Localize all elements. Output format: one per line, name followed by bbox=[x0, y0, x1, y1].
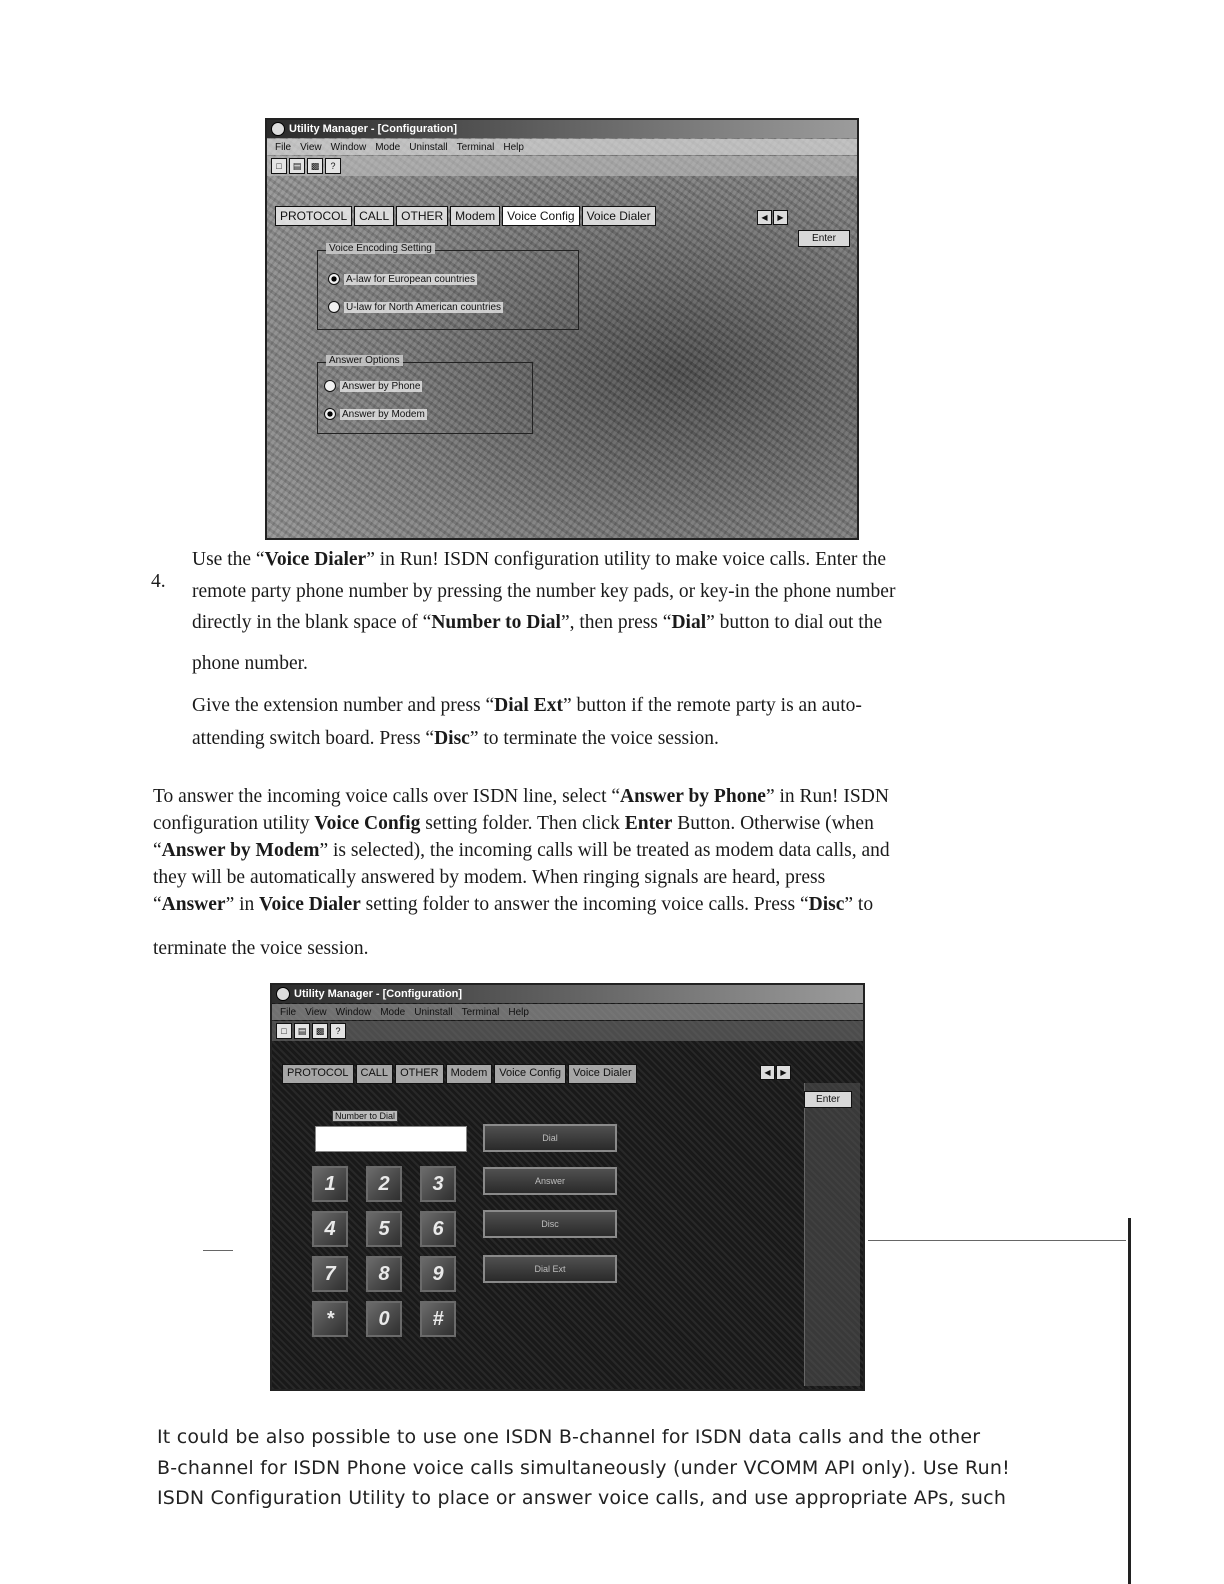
app-icon bbox=[271, 122, 285, 136]
menu-help[interactable]: Help bbox=[508, 1006, 529, 1018]
alaw-radio[interactable] bbox=[328, 273, 340, 285]
answer-by-modem-option[interactable] bbox=[324, 408, 427, 420]
menu-window[interactable]: Window bbox=[330, 141, 367, 153]
answer-by-modem-radio[interactable] bbox=[324, 408, 336, 420]
key-hash[interactable]: # bbox=[420, 1301, 456, 1337]
app-icon bbox=[276, 987, 290, 1001]
menu-help[interactable]: Help bbox=[503, 141, 524, 153]
tab-strip bbox=[282, 1064, 637, 1084]
key-1[interactable]: 1 bbox=[312, 1166, 348, 1202]
window-title: Utility Manager - [Configuration] bbox=[294, 988, 463, 1000]
tab-voice-dialer[interactable]: Voice Dialer bbox=[582, 206, 656, 226]
alaw-label: A-law for European countries bbox=[346, 273, 475, 285]
toolbar bbox=[267, 156, 857, 176]
item4-line4: phone number. bbox=[192, 653, 308, 674]
menu-bar bbox=[272, 1004, 863, 1020]
enter-button[interactable]: Enter bbox=[798, 230, 850, 247]
key-9[interactable]: 9 bbox=[420, 1256, 456, 1292]
answer-options-group bbox=[317, 355, 533, 434]
item4-line2: remote party phone number by pressing the number key pads, or key-in the phone number bbox=[192, 581, 896, 602]
answer-by-phone-label: Answer by Phone bbox=[342, 380, 421, 392]
tab-strip bbox=[275, 206, 656, 226]
tab-scroll-right-icon[interactable]: ▶ bbox=[776, 1065, 791, 1080]
list-number: 4. bbox=[151, 571, 166, 592]
menu-mode[interactable]: Mode bbox=[380, 1006, 406, 1018]
margin-line bbox=[1128, 1218, 1131, 1584]
number-to-dial-input[interactable] bbox=[315, 1126, 467, 1152]
scan-mark bbox=[203, 1250, 233, 1251]
answer-para-line6: terminate the voice session. bbox=[153, 938, 369, 959]
voice-config-screenshot bbox=[265, 118, 859, 540]
key-8[interactable]: 8 bbox=[366, 1256, 402, 1292]
menu-window[interactable]: Window bbox=[335, 1006, 372, 1018]
key-6[interactable]: 6 bbox=[420, 1211, 456, 1247]
item4-line3: directly in the blank space of “Number to Dial”, then press “Dial” button to dial out the bbox=[192, 612, 883, 633]
tab-voice-dialer[interactable]: Voice Dialer bbox=[568, 1064, 637, 1084]
scan-mark bbox=[868, 1240, 1126, 1241]
save-icon[interactable]: ▩ bbox=[307, 158, 323, 174]
key-star[interactable]: * bbox=[312, 1301, 348, 1337]
voice-dialer-screenshot bbox=[270, 983, 865, 1391]
key-4[interactable]: 4 bbox=[312, 1211, 348, 1247]
tab-other[interactable]: OTHER bbox=[396, 206, 448, 226]
window-title: Utility Manager - [Configuration] bbox=[289, 123, 458, 135]
answer-para-line1: To answer the incoming voice calls over ISDN line, select “Answer by Phone” in Run! ISDN bbox=[153, 786, 889, 807]
key-7[interactable]: 7 bbox=[312, 1256, 348, 1292]
alaw-option[interactable] bbox=[328, 273, 477, 285]
menu-file[interactable]: File bbox=[275, 141, 292, 153]
open-folder-icon[interactable]: ▤ bbox=[289, 158, 305, 174]
answer-para-line2: configuration utility Voice Config setting folder. Then click Enter Button. Otherwise (when bbox=[153, 813, 874, 834]
menu-uninstall[interactable]: Uninstall bbox=[409, 141, 448, 153]
ulaw-label: U-law for North American countries bbox=[346, 301, 502, 313]
answer-options-title: Answer Options bbox=[326, 355, 403, 366]
window-title-bar bbox=[267, 120, 857, 138]
answer-para-line5: “Answer” in Voice Dialer setting folder to answer the incoming voice calls. Press “Disc” to bbox=[153, 894, 874, 915]
save-icon[interactable]: ▩ bbox=[312, 1023, 328, 1039]
menu-view[interactable]: View bbox=[305, 1006, 327, 1018]
menu-terminal[interactable]: Terminal bbox=[461, 1006, 500, 1018]
key-3[interactable]: 3 bbox=[420, 1166, 456, 1202]
tab-scroll bbox=[757, 210, 788, 225]
bold-voice-dialer: Voice Dialer bbox=[264, 549, 367, 570]
help-icon[interactable]: ? bbox=[330, 1023, 346, 1039]
dial-button[interactable]: Dial bbox=[483, 1124, 617, 1152]
menu-bar bbox=[267, 139, 857, 155]
answer-by-phone-radio[interactable] bbox=[324, 380, 336, 392]
item4-para2-line1: Give the extension number and press “Dial Ext” button if the remote party is an auto- bbox=[192, 695, 862, 716]
tab-other[interactable]: OTHER bbox=[395, 1064, 444, 1084]
answer-para-line3: “Answer by Modem” is selected), the incoming calls will be treated as modem data calls, and bbox=[153, 840, 890, 861]
closing-line1: It could be also possible to use one ISDN B-channel for ISDN data calls and the other bbox=[157, 1426, 981, 1448]
key-2[interactable]: 2 bbox=[366, 1166, 402, 1202]
key-0[interactable]: 0 bbox=[366, 1301, 402, 1337]
tab-scroll bbox=[760, 1065, 791, 1080]
menu-mode[interactable]: Mode bbox=[375, 141, 401, 153]
open-folder-icon[interactable]: ▤ bbox=[294, 1023, 310, 1039]
tab-voice-config[interactable]: Voice Config bbox=[494, 1064, 566, 1084]
voice-encoding-title: Voice Encoding Setting bbox=[326, 243, 435, 254]
window-title-bar bbox=[272, 985, 863, 1003]
tab-modem[interactable]: Modem bbox=[450, 206, 500, 226]
key-5[interactable]: 5 bbox=[366, 1211, 402, 1247]
dial-keypad bbox=[312, 1166, 456, 1337]
tab-scroll-left-icon[interactable]: ◀ bbox=[760, 1065, 775, 1080]
tab-modem[interactable]: Modem bbox=[446, 1064, 493, 1084]
answer-para-line4: they will be automatically answered by modem. When ringing signals are heard, press bbox=[153, 867, 826, 888]
answer-button[interactable]: Answer bbox=[483, 1167, 617, 1195]
new-file-icon[interactable]: □ bbox=[271, 158, 287, 174]
voice-encoding-group bbox=[317, 243, 579, 330]
disc-button[interactable]: Disc bbox=[483, 1210, 617, 1238]
ulaw-radio[interactable] bbox=[328, 301, 340, 313]
new-file-icon[interactable]: □ bbox=[276, 1023, 292, 1039]
item4-para2-line2: attending switch board. Press “Disc” to terminate the voice session. bbox=[192, 728, 719, 749]
menu-uninstall[interactable]: Uninstall bbox=[414, 1006, 453, 1018]
tab-protocol[interactable]: PROTOCOL bbox=[275, 206, 352, 226]
help-icon[interactable]: ? bbox=[325, 158, 341, 174]
right-panel bbox=[804, 1083, 860, 1386]
item4-line1: Use the “Voice Dialer” in Run! ISDN configuration utility to make voice calls. Enter the bbox=[192, 549, 887, 570]
tab-protocol[interactable]: PROTOCOL bbox=[282, 1064, 354, 1084]
enter-button[interactable]: Enter bbox=[804, 1091, 852, 1108]
number-to-dial-label: Number to Dial bbox=[332, 1110, 398, 1122]
dial-ext-button[interactable]: Dial Ext bbox=[483, 1255, 617, 1283]
answer-by-modem-label: Answer by Modem bbox=[342, 408, 425, 420]
toolbar bbox=[272, 1021, 863, 1041]
tab-scroll-left-icon[interactable]: ◀ bbox=[757, 210, 772, 225]
tab-voice-config[interactable]: Voice Config bbox=[502, 206, 579, 226]
ulaw-option[interactable] bbox=[328, 301, 503, 313]
closing-line3: ISDN Configuration Utility to place or answer voice calls, and use appropriate APs, such bbox=[157, 1487, 1007, 1509]
closing-line2: B-channel for ISDN Phone voice calls simultaneously (under VCOMM API only). Use Run! bbox=[157, 1457, 1010, 1479]
tab-call[interactable]: CALL bbox=[354, 206, 394, 226]
tab-call[interactable]: CALL bbox=[356, 1064, 394, 1084]
answer-by-phone-option[interactable] bbox=[324, 380, 422, 392]
menu-file[interactable]: File bbox=[280, 1006, 297, 1018]
menu-terminal[interactable]: Terminal bbox=[456, 141, 495, 153]
menu-view[interactable]: View bbox=[300, 141, 322, 153]
tab-scroll-right-icon[interactable]: ▶ bbox=[773, 210, 788, 225]
